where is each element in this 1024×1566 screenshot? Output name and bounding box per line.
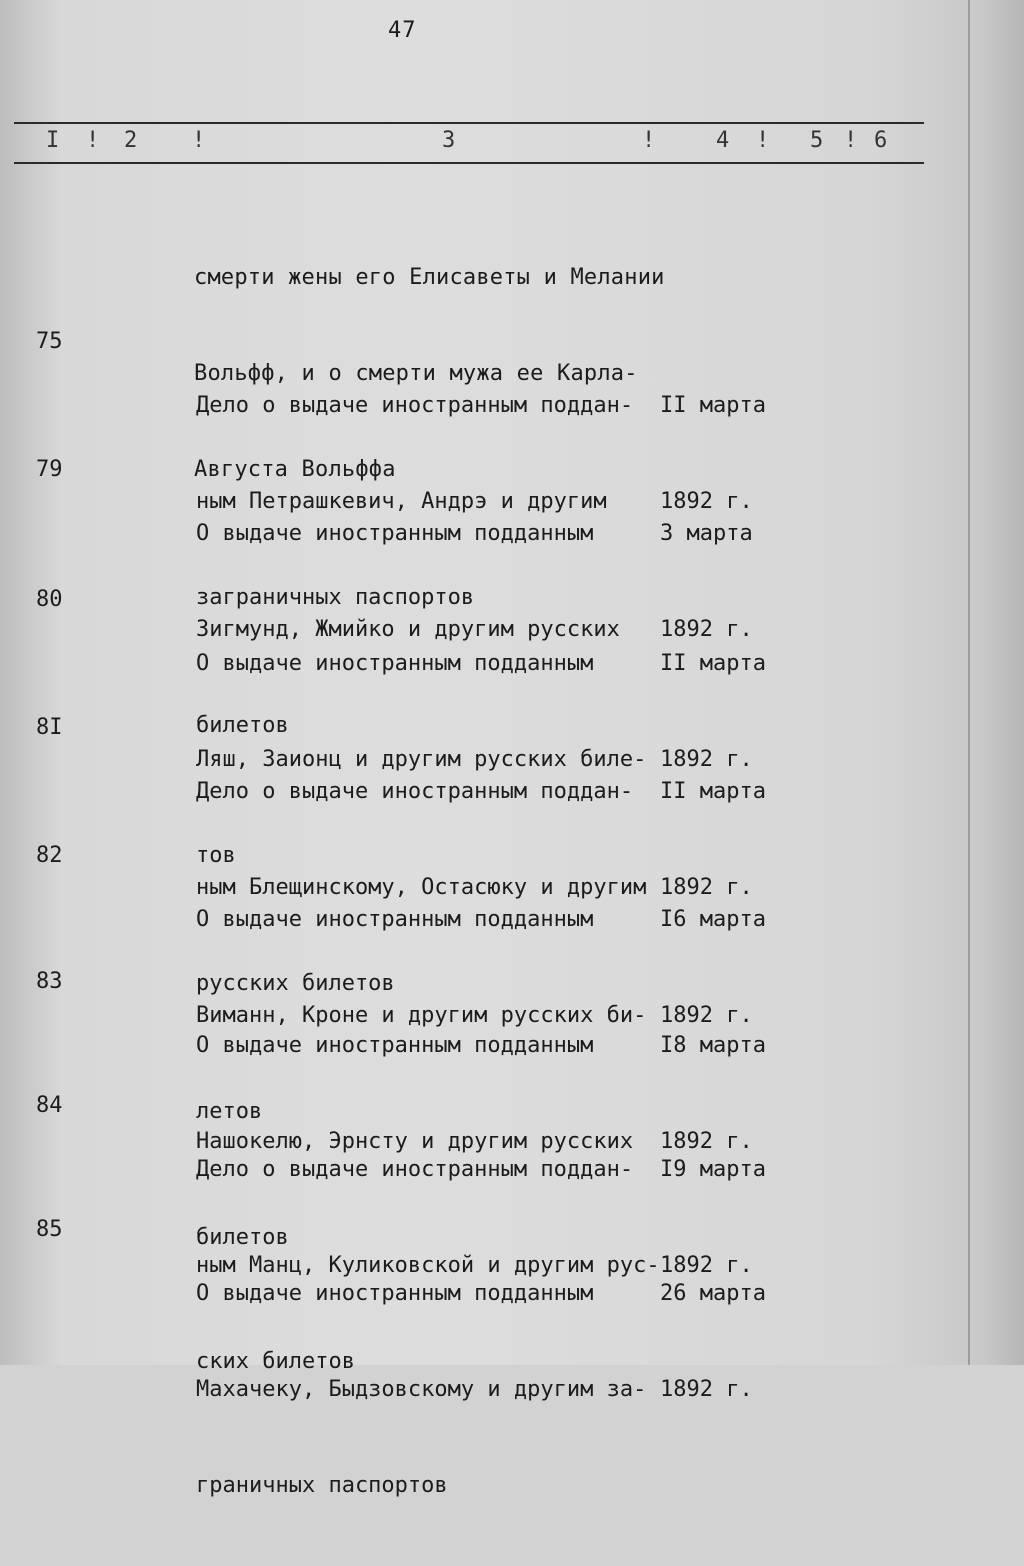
entry-date-day: 26 марта — [660, 1281, 766, 1306]
entry-description-line: ным Блещинскому, Остасюку и другим — [196, 875, 647, 900]
page-edge — [968, 0, 970, 1365]
entry-description-line: Дело о выдаче иностранным поддан- — [196, 1157, 634, 1182]
column-header-4: 4 — [716, 128, 730, 153]
entry-date-year: 1892 г. — [660, 1003, 753, 1028]
column-header-row — [14, 126, 924, 158]
entry-description-line: ских билетов — [196, 1349, 355, 1374]
entry-date-day: II марта — [660, 779, 766, 804]
entry-number: 79 — [36, 457, 63, 482]
entry-number: 75 — [36, 329, 63, 354]
entry-description-line: ным Петрашкевич, Андрэ и другим — [196, 489, 607, 514]
continuation-line: Вольфф, и о смерти мужа ее Карла- — [194, 361, 638, 386]
entry-number: 8I — [36, 715, 63, 740]
entry-date-day: 3 марта — [660, 521, 753, 546]
entry-date-day: I9 марта — [660, 1157, 766, 1182]
entry-number: 82 — [36, 843, 63, 868]
column-separator: ! — [86, 128, 100, 153]
column-separator: ! — [844, 128, 858, 153]
entry-description-line: Виманн, Кроне и другим русских би- — [196, 1003, 647, 1028]
entry-date-year: 1892 г. — [660, 747, 753, 772]
continuation-line: Августа Вольффа — [194, 457, 396, 482]
entry-description-line: О выдаче иностранным подданным — [196, 521, 594, 546]
column-header-6: 6 — [874, 128, 888, 153]
entry-date-year: 1892 г. — [660, 489, 753, 514]
entry-number: 83 — [36, 969, 63, 994]
entry-date-year: 1892 г. — [660, 875, 753, 900]
entry-description-line: русских билетов — [196, 971, 395, 996]
entry-date-year: 1892 г. — [660, 1129, 753, 1154]
entry-date — [660, 1214, 766, 1470]
column-header-5: 5 — [810, 128, 824, 153]
continuation-line: смерти жены его Елисаветы и Мелании — [194, 265, 665, 290]
entry-description-line: Махачеку, Быдзовскому и другим за- — [196, 1377, 647, 1402]
column-header-1: I — [46, 128, 60, 153]
column-header-2: 2 — [124, 128, 138, 153]
entry-number: 85 — [36, 1217, 63, 1242]
header-bottom-rule — [14, 162, 924, 164]
entry-description-line: летов — [196, 1099, 263, 1124]
entry-date-day: II марта — [660, 393, 766, 418]
column-separator: ! — [756, 128, 770, 153]
entry-date-day: I6 марта — [660, 907, 766, 932]
column-separator: ! — [642, 128, 656, 153]
entry-date-year: 1892 г. — [660, 617, 753, 642]
header-top-rule — [14, 122, 924, 124]
entry-description-line: О выдаче иностранным подданным — [196, 651, 594, 676]
entry-date-day: II марта — [660, 651, 766, 676]
entry-description-line: билетов — [196, 1225, 289, 1250]
entry-description-line: Нашокелю, Эрнсту и другим русских — [196, 1129, 634, 1154]
entry-description-line: ным Манц, Куликовской и другим рус- — [196, 1253, 660, 1278]
entry-description-line: Зигмунд, Жмийко и другим русских — [196, 617, 620, 642]
entry-description-line: Дело о выдаче иностранным поддан- — [196, 393, 634, 418]
entry-description-line: граничных паспортов — [196, 1473, 448, 1498]
page-number: 47 — [388, 18, 417, 43]
entry-date-day: I8 марта — [660, 1033, 766, 1058]
entry-description-line: тов — [196, 843, 236, 868]
entry-description-line: Дело о выдаче иностранным поддан- — [196, 779, 634, 804]
entry-description-line: билетов — [196, 713, 289, 738]
entry-number: 84 — [36, 1093, 63, 1118]
entry-date-year: 1892 г. — [660, 1377, 753, 1402]
entry-date-year: 1892 г. — [660, 1253, 753, 1278]
entry-description-line: заграничных паспортов — [196, 585, 475, 610]
entry-description — [196, 1214, 646, 1566]
entry-description-line: О выдаче иностранным подданным — [196, 1281, 594, 1306]
entry-description-line: Ляш, Заионц и другим русских биле- — [196, 747, 647, 772]
entry-description-line: О выдаче иностранным подданным — [196, 907, 594, 932]
entry-description-line: О выдаче иностранным подданным — [196, 1033, 594, 1058]
column-separator: ! — [192, 128, 206, 153]
entry-number: 80 — [36, 587, 63, 612]
column-header-3: 3 — [442, 128, 456, 153]
